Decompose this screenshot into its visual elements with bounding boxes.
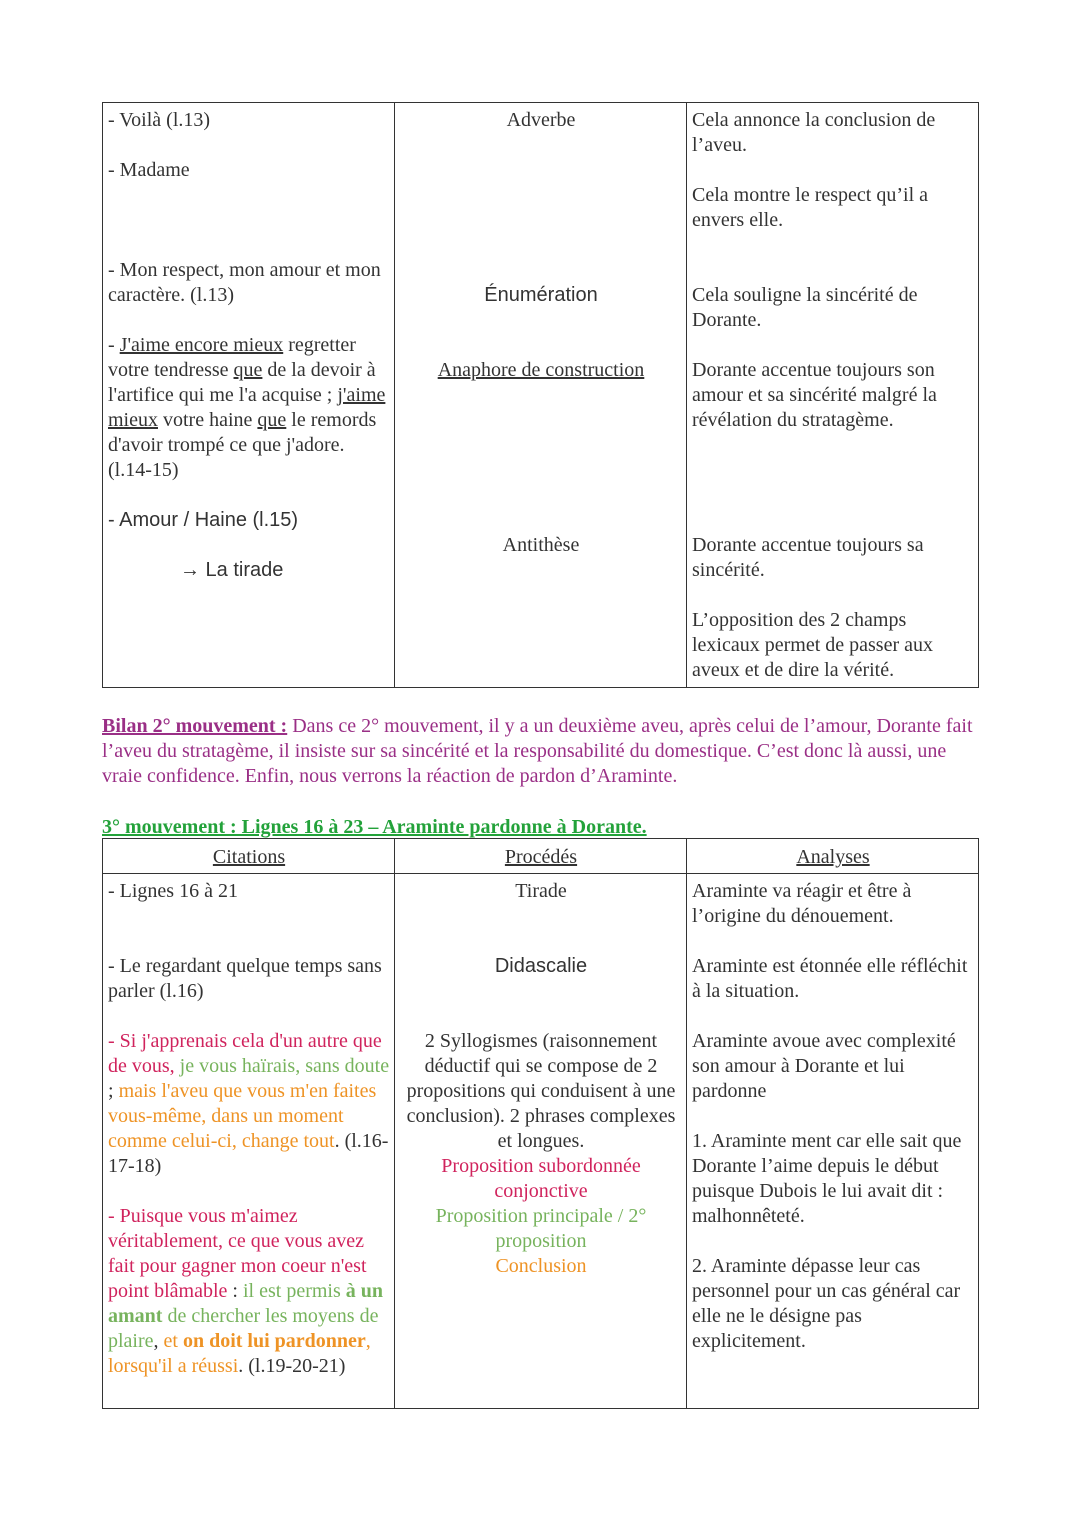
movement-3-title: 3° mouvement : Lignes 16 à 23 – Araminte pardonne à Dorante. xyxy=(102,816,647,838)
citation-item: - Amour / Haine (l.15) xyxy=(108,509,299,531)
procede-item: Anaphore de construction xyxy=(437,359,645,381)
citation-item: - Si j'apprenais cela d'un autre que de vous, je vous haïrais, sans doute ; mais l'aveu que vous m'en faites vous-même, dans un moment comme celui-ci, change tout. (l.16-17-18) xyxy=(108,1030,390,1177)
column-header-citations: Citations xyxy=(212,846,286,868)
procedes-cell xyxy=(395,874,687,1409)
citation-item: - Voilà (l.13) xyxy=(108,109,211,131)
analysis-item: Dorante accentue toujours son amour et sa sincérité malgré la révélation du stratagème. xyxy=(692,359,937,431)
analyses-cell xyxy=(687,103,979,688)
analysis-item: Cela annonce la conclusion de l’aveu. xyxy=(692,109,936,156)
analysis-item: 1. Araminte ment car elle sait que Dorante l’aime depuis le début puisque Dubois le lui avait dit : malhonnêteté. xyxy=(692,1130,962,1227)
table-header-row xyxy=(103,839,979,874)
bilan-title: Bilan 2° mouvement : xyxy=(102,715,288,737)
bilan-text: Dans ce 2° mouvement, il y a un deuxième aveu, après celui de l’amour, Dorante fait l’aveu du stratagème, il insiste sur sa sincérité et la responsabilité du domestique. C’est donc là aussi, une vraie confidence. Enfin, nous verrons la réaction de pardon d’Araminte. xyxy=(102,715,973,787)
citation-item: - J'aime encore mieux regretter votre tendresse que de la devoir à l'artifice qui me l'a acquise ; j'aime mieux votre haine que le remords d'avoir trompé ce que j'adore. (l.14-15) xyxy=(108,334,386,481)
citation-item: - Le regardant quelque temps sans parler (l.16) xyxy=(108,955,382,1002)
citation-item: - Madame xyxy=(108,159,190,181)
procede-item: Antithèse xyxy=(502,534,580,556)
column-header-procedes: Procédés xyxy=(504,846,578,868)
citation-item: - Puisque vous m'aimez véritablement, ce que vous avez fait pour gagner mon coeur n'est point blâmable : il est permis à un amant de chercher les moyens de plaire, et on doit lui pardonner, lorsqu'il a réussi. (l.19-20-21) xyxy=(108,1205,383,1377)
legend-principale: Proposition principale / 2° proposition xyxy=(435,1205,647,1252)
citations-cell xyxy=(103,103,395,688)
analysis-item: L’opposition des 2 champs lexicaux permet de passer aux aveux et de dire la vérité. xyxy=(692,609,934,681)
procede-item: Didascalie xyxy=(494,955,588,977)
table-row xyxy=(103,874,979,1409)
analysis-item: Araminte avoue avec complexité son amour à Dorante et lui pardonne xyxy=(692,1030,956,1102)
analysis-table-movement-3 xyxy=(102,838,979,1409)
citation-item: → La tirade xyxy=(180,559,284,581)
analysis-item: Araminte va réagir et être à l’origine du dénouement. xyxy=(692,880,912,927)
procede-item: 2 Syllogismes (raisonnement déductif qui se compose de 2 propositions qui conduisent à une conclusion). 2 phrases complexes et longues. xyxy=(406,1030,676,1152)
procede-item: Énumération xyxy=(484,284,598,306)
analysis-item: Cela montre le respect qu’il a envers elle. xyxy=(692,184,929,231)
analysis-item: Cela souligne la sincérité de Dorante. xyxy=(692,284,918,331)
analyses-cell xyxy=(687,874,979,1409)
analysis-item: 2. Araminte dépasse leur cas personnel pour un cas général car elle ne le désigne pas explicitement. xyxy=(692,1255,961,1352)
citation-item: - Lignes 16 à 21 xyxy=(108,880,238,902)
analysis-item: Dorante accentue toujours sa sincérité. xyxy=(692,534,924,581)
bilan-paragraph xyxy=(102,714,982,789)
procedes-cell xyxy=(395,103,687,688)
analysis-table-movement-2 xyxy=(102,102,979,688)
table-row xyxy=(103,103,979,688)
citation-item: - Mon respect, mon amour et mon caractère. (l.13) xyxy=(108,259,381,306)
legend-subordonnee: Proposition subordonnée conjonctive xyxy=(441,1155,641,1202)
column-header-analyses: Analyses xyxy=(796,846,870,868)
procede-item: Tirade xyxy=(515,880,567,902)
legend-conclusion: Conclusion xyxy=(495,1255,587,1277)
citations-cell xyxy=(103,874,395,1409)
analysis-item: Araminte est étonnée elle réfléchit à la situation. xyxy=(692,955,968,1002)
procede-item: Adverbe xyxy=(506,109,576,131)
